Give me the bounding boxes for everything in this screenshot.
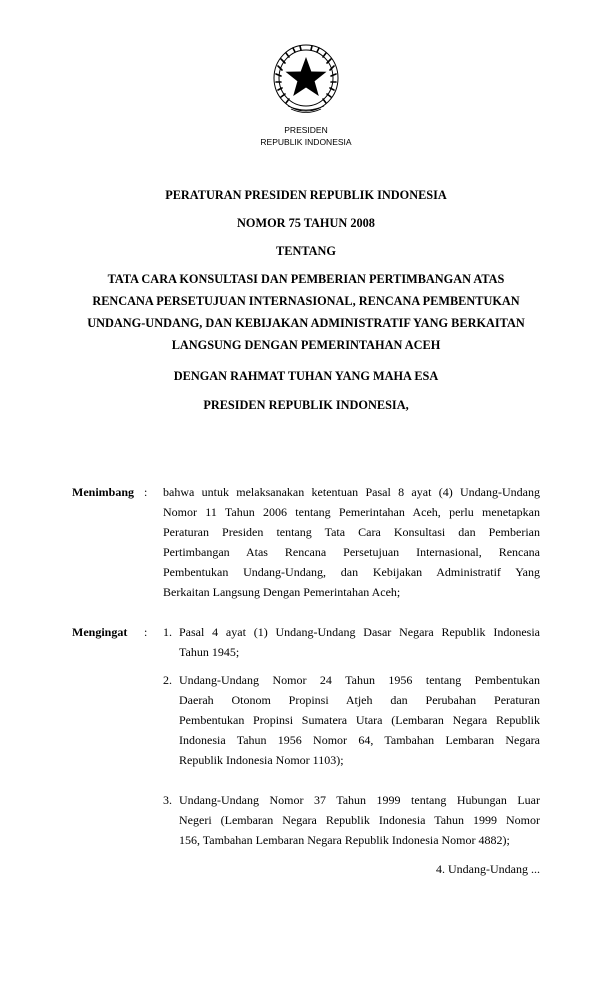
subject-line-1: TATA CARA KONSULTASI DAN PEMBERIAN PERTIMBANGAN ATAS xyxy=(107,272,505,286)
emblem-caption-line2: REPUBLIK INDONESIA xyxy=(260,137,352,147)
mengingat-item-number: 1. xyxy=(163,625,172,639)
menimbang-line: Berkaitan Langsung Dengan Pemerintahan Aceh; xyxy=(163,585,401,599)
mengingat-item-1 xyxy=(179,622,540,662)
mengingat-item-3 xyxy=(179,790,540,850)
menimbang-line: Peraturan Presiden tentang Tata Cara Konsultasi dan Pemberian xyxy=(163,525,540,539)
mengingat-item-number: 3. xyxy=(163,793,172,807)
mengingat-line: Daerah Otonom Propinsi Atjeh dan Perubahan Peraturan xyxy=(179,693,540,707)
mengingat-line: Tahun 1945; xyxy=(179,645,240,659)
regulation-about: TENTANG xyxy=(276,244,336,258)
president-line: PRESIDEN REPUBLIK INDONESIA, xyxy=(203,398,409,412)
grace-line: DENGAN RAHMAT TUHAN YANG MAHA ESA xyxy=(173,369,439,383)
menimbang-label: Menimbang xyxy=(72,485,135,499)
mengingat-item-number: 2. xyxy=(163,673,172,687)
subject-line-2: RENCANA PERSETUJUAN INTERNASIONAL, RENCANA PEMBENTUKAN xyxy=(92,294,520,308)
menimbang-line: Pembentukan Undang-Undang, dan Kebijakan Administratif Yang xyxy=(163,565,540,579)
emblem-caption-line1: PRESIDEN xyxy=(284,125,328,135)
regulation-title: PERATURAN PRESIDEN REPUBLIK INDONESIA xyxy=(165,188,447,202)
mengingat-colon: : xyxy=(144,625,148,639)
mengingat-line: Undang-Undang Nomor 24 Tahun 1956 tentang Pembentukan xyxy=(179,673,540,687)
mengingat-line: Indonesia Tahun 1956 Nomor 64, Tambahan Lembaran Negara xyxy=(179,733,540,747)
mengingat-label: Mengingat xyxy=(72,625,128,639)
menimbang-text xyxy=(163,482,540,602)
mengingat-line: Undang-Undang Nomor 37 Tahun 1999 tentang Hubungan Luar xyxy=(179,793,540,807)
mengingat-line: Pembentukan Propinsi Sumatera Utara (Lembaran Negara Republik xyxy=(179,713,540,727)
menimbang-line: bahwa untuk melaksanakan ketentuan Pasal 8 ayat (4) Undang-Undang xyxy=(163,485,540,499)
menimbang-line: Pertimbangan Atas Rencana Persetujuan Internasional, Rencana xyxy=(163,545,540,559)
subject-line-4: LANGSUNG DENGAN PEMERINTAHAN ACEH xyxy=(171,338,441,352)
regulation-number: NOMOR 75 TAHUN 2008 xyxy=(237,216,375,230)
garuda-star-emblem-icon xyxy=(266,36,346,116)
menimbang-colon: : xyxy=(144,485,148,499)
mengingat-item-2 xyxy=(179,670,540,770)
mengingat-line: Pasal 4 ayat (1) Undang-Undang Dasar Negara Republik Indonesia xyxy=(179,625,540,639)
mengingat-line: 156, Tambahan Lembaran Negara Republik Indonesia Nomor 4882); xyxy=(179,833,510,847)
subject-line-3: UNDANG-UNDANG, DAN KEBIJAKAN ADMINISTRATIF YANG BERKAITAN xyxy=(87,316,525,330)
menimbang-line: Nomor 11 Tahun 2006 tentang Pemerintahan Aceh, perlu menetapkan xyxy=(163,505,540,519)
page-continuation: 4. Undang-Undang ... xyxy=(436,862,540,876)
mengingat-line: Negeri (Lembaran Negara Republik Indonesia Tahun 1999 Nomor xyxy=(179,813,540,827)
mengingat-line: Republik Indonesia Nomor 1103); xyxy=(179,753,344,767)
